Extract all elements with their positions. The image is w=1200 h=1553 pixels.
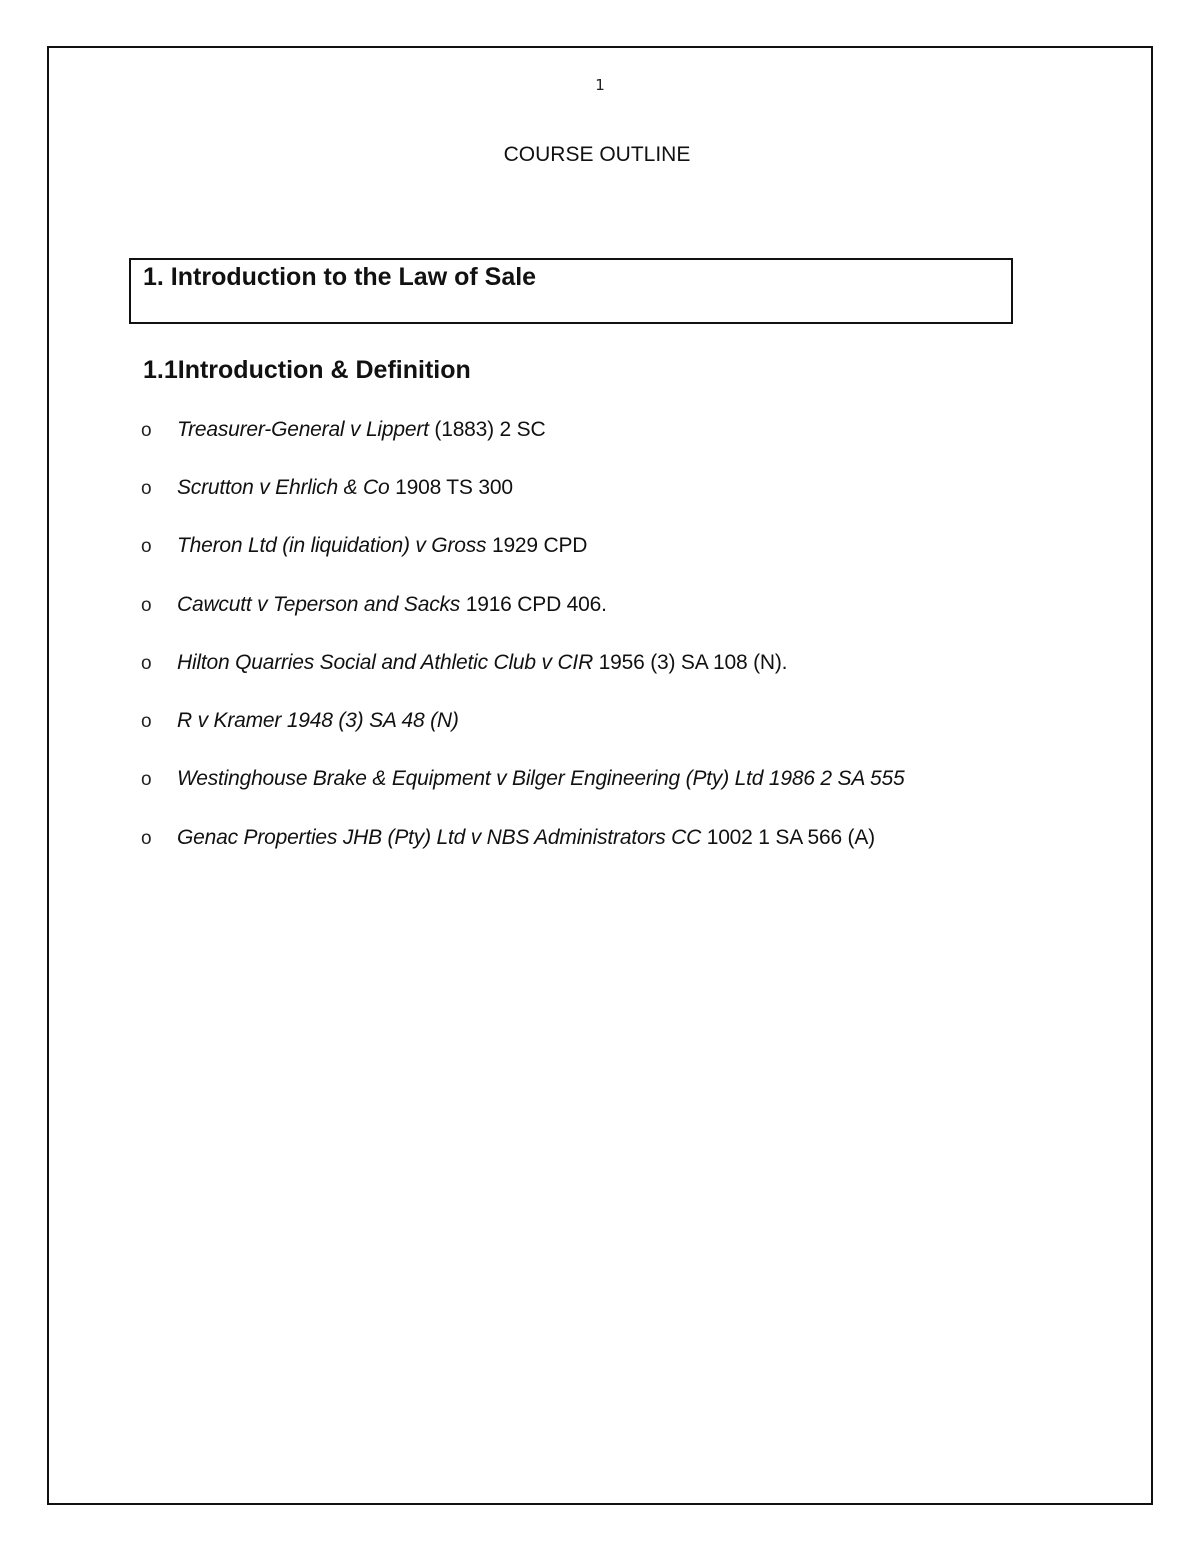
- list-item: [141, 767, 904, 797]
- bullet-icon: o: [141, 536, 152, 557]
- case-citation: 1956 (3) SA 108 (N).: [593, 651, 788, 674]
- section-heading: 1. Introduction to the Law of Sale: [143, 263, 537, 291]
- page-number: 1: [595, 76, 605, 94]
- case-citation: (1883) 2 SC: [428, 418, 546, 441]
- case-name: Cawcutt v Teperson and Sacks: [177, 593, 461, 616]
- bullet-icon: o: [141, 653, 152, 674]
- list-item: [141, 826, 875, 856]
- bullet-icon: o: [141, 478, 152, 499]
- case-citation: 1929 CPD: [486, 534, 588, 557]
- subsection-heading: 1.1Introduction & Definition: [143, 356, 471, 384]
- bullet-icon: o: [141, 420, 152, 441]
- bullet-icon: o: [141, 769, 152, 790]
- case-citation: 1002 1 SA 566 (A): [701, 826, 875, 849]
- list-item: [141, 534, 587, 564]
- list-item: [141, 651, 787, 681]
- bullet-icon: o: [141, 828, 152, 849]
- case-name: Treasurer-General v Lippert: [177, 418, 429, 441]
- case-name: Genac Properties JHB (Pty) Ltd v NBS Administrators CC: [177, 826, 702, 849]
- case-name: Theron Ltd (in liquidation) v Gross: [177, 534, 487, 557]
- bullet-icon: o: [141, 595, 152, 616]
- bullet-icon: o: [141, 711, 152, 732]
- case-name: Westinghouse Brake & Equipment v Bilger Engineering (Pty) Ltd 1986 2 SA 555: [177, 767, 905, 790]
- case-citation: 1908 TS 300: [389, 476, 513, 499]
- list-item: [141, 476, 513, 506]
- case-name: Scrutton v Ehrlich & Co: [177, 476, 390, 499]
- page-title: COURSE OUTLINE: [503, 143, 691, 166]
- case-citation: 1916 CPD 406.: [460, 593, 607, 616]
- case-name: R v Kramer 1948 (3) SA 48 (N): [177, 709, 459, 732]
- list-item: [141, 709, 459, 739]
- list-item: [141, 593, 607, 623]
- list-item: [141, 418, 545, 448]
- case-name: Hilton Quarries Social and Athletic Club v CIR: [177, 651, 594, 674]
